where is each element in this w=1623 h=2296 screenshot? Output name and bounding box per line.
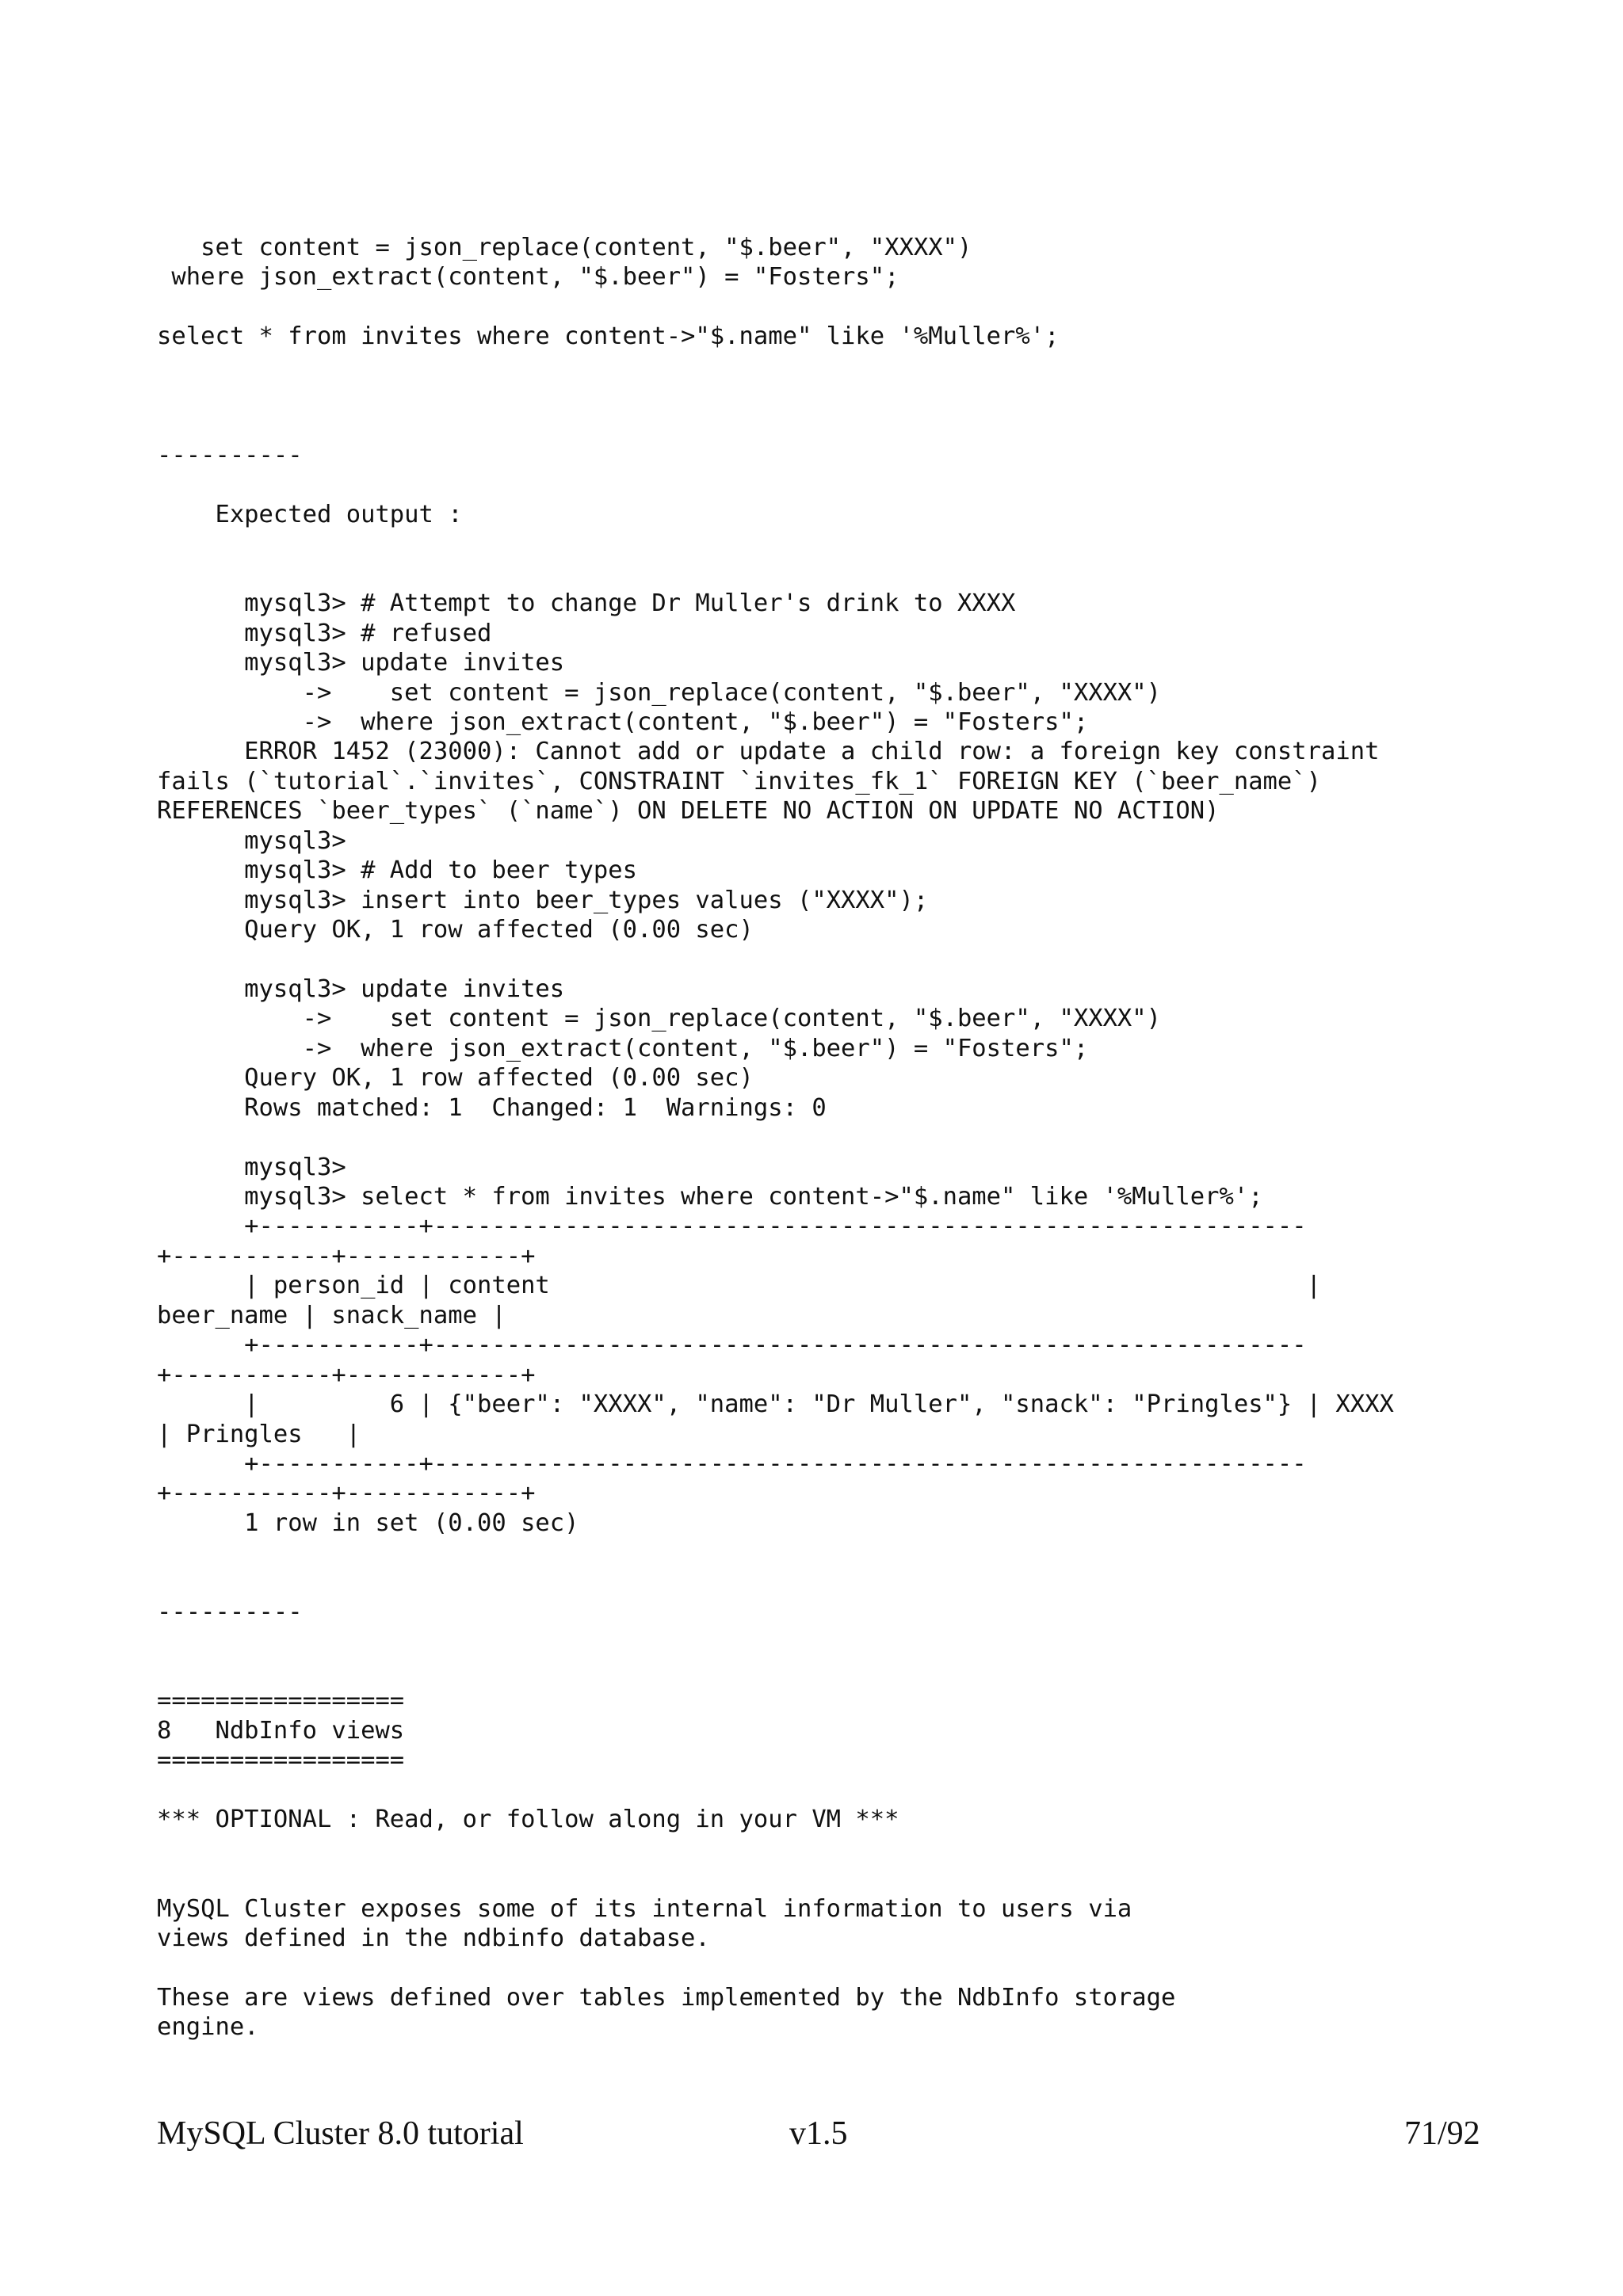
document-line: | Pringles | xyxy=(157,1420,361,1448)
document-line xyxy=(157,292,1394,322)
document-line: mysql3> # Attempt to change Dr Muller's drink to XXXX xyxy=(157,589,1016,618)
document-line: beer_name | snack_name | xyxy=(157,1301,506,1329)
document-line: -> where json_extract(content, "$.beer") = "Fosters"; xyxy=(157,708,1089,736)
document-line: Expected output : xyxy=(157,500,463,528)
document-line xyxy=(157,1657,1394,1686)
document-line: -> set content = json_replace(content, "$.beer", "XXXX") xyxy=(157,678,1162,707)
document-line: mysql3> update invites xyxy=(157,974,565,1003)
document-line: 1 row in set (0.00 sec) xyxy=(157,1508,579,1537)
document-line: mysql3> select * from invites where content->"$.name" like '%Muller%'; xyxy=(157,1183,1263,1211)
document-line: Query OK, 1 row affected (0.00 sec) xyxy=(157,916,754,944)
document-line: -> set content = json_replace(content, "$.beer", "XXXX") xyxy=(157,1005,1162,1033)
document-line: engine. xyxy=(157,2013,259,2042)
document-line xyxy=(157,1568,1394,1597)
document-line xyxy=(157,381,1394,410)
document-line xyxy=(157,471,1394,500)
document-line: REFERENCES `beer_types` (`name`) ON DELETE NO ACTION ON UPDATE NO ACTION) xyxy=(157,797,1220,826)
document-line xyxy=(157,1864,1394,1894)
document-line: +-----------+------------------------------------------------------------ xyxy=(157,1212,1307,1241)
document-line: mysql3> insert into beer_types values ("XXXX"); xyxy=(157,886,929,914)
document-line xyxy=(157,411,1394,441)
document-line: 8 NdbInfo views xyxy=(157,1716,405,1745)
document-line: +-----------+------------+ xyxy=(157,1479,536,1508)
document-line: ---------- xyxy=(157,1598,303,1627)
document-line xyxy=(157,352,1394,381)
document-line: mysql3> # refused xyxy=(157,619,492,647)
document-line xyxy=(157,1835,1394,1864)
document-line: Query OK, 1 row affected (0.00 sec) xyxy=(157,1064,754,1093)
document-line: These are views defined over tables implemented by the NdbInfo storage xyxy=(157,1983,1176,2012)
footer-page-number: 71/92 xyxy=(1404,2115,1480,2152)
document-line: select * from invites where content->"$.name" like '%Muller%'; xyxy=(157,322,1060,351)
document-line: +-----------+------------+ xyxy=(157,1241,536,1270)
footer-version: v1.5 xyxy=(789,2115,848,2152)
document-line xyxy=(157,529,1394,559)
document-line: Rows matched: 1 Changed: 1 Warnings: 0 xyxy=(157,1093,827,1122)
document-line: ================= xyxy=(157,1746,405,1775)
document-line xyxy=(157,1123,1394,1152)
document-line xyxy=(157,1953,1394,1982)
document-line: mysql3> # Add to beer types xyxy=(157,856,637,885)
document-line: +-----------+------------------------------------------------------------ xyxy=(157,1331,1307,1360)
document-line: mysql3> xyxy=(157,826,346,855)
document-line: set content = json_replace(content, "$.beer", "XXXX") xyxy=(157,234,972,261)
document-line: mysql3> update invites xyxy=(157,649,565,677)
document-line: -> where json_extract(content, "$.beer") = "Fosters"; xyxy=(157,1034,1089,1062)
document-line: *** OPTIONAL : Read, or follow along in your VM *** xyxy=(157,1806,899,1834)
document-line: ================= xyxy=(157,1687,405,1715)
document-line xyxy=(157,1627,1394,1657)
document-line: | 6 | {"beer": "XXXX", "name": "Dr Muller", "snack": "Pringles"} | XXXX xyxy=(157,1390,1394,1419)
document-line: where json_extract(content, "$.beer") = "Fosters"; xyxy=(157,263,899,292)
footer-title: MySQL Cluster 8.0 tutorial xyxy=(157,2115,524,2152)
document-line: +-----------+------------------------------------------------------------ xyxy=(157,1449,1307,1478)
document-line: fails (`tutorial`.`invites`, CONSTRAINT `invites_fk_1` FOREIGN KEY (`beer_name`) xyxy=(157,767,1322,795)
document-line: MySQL Cluster exposes some of its internal information to users via xyxy=(157,1894,1132,1923)
document-body xyxy=(157,233,1394,2042)
document-line xyxy=(157,1775,1394,1805)
document-line: views defined in the ndbinfo database. xyxy=(157,1924,710,1952)
document-line: ERROR 1452 (23000): Cannot add or update a child row: a foreign key constraint xyxy=(157,738,1380,766)
document-line: +-----------+------------+ xyxy=(157,1360,536,1389)
document-line: | person_id | content | xyxy=(157,1272,1322,1300)
document-line xyxy=(157,559,1394,589)
document-line: ---------- xyxy=(157,441,303,470)
document-line xyxy=(157,945,1394,974)
document-line: mysql3> xyxy=(157,1153,346,1181)
document-line xyxy=(157,1538,1394,1567)
